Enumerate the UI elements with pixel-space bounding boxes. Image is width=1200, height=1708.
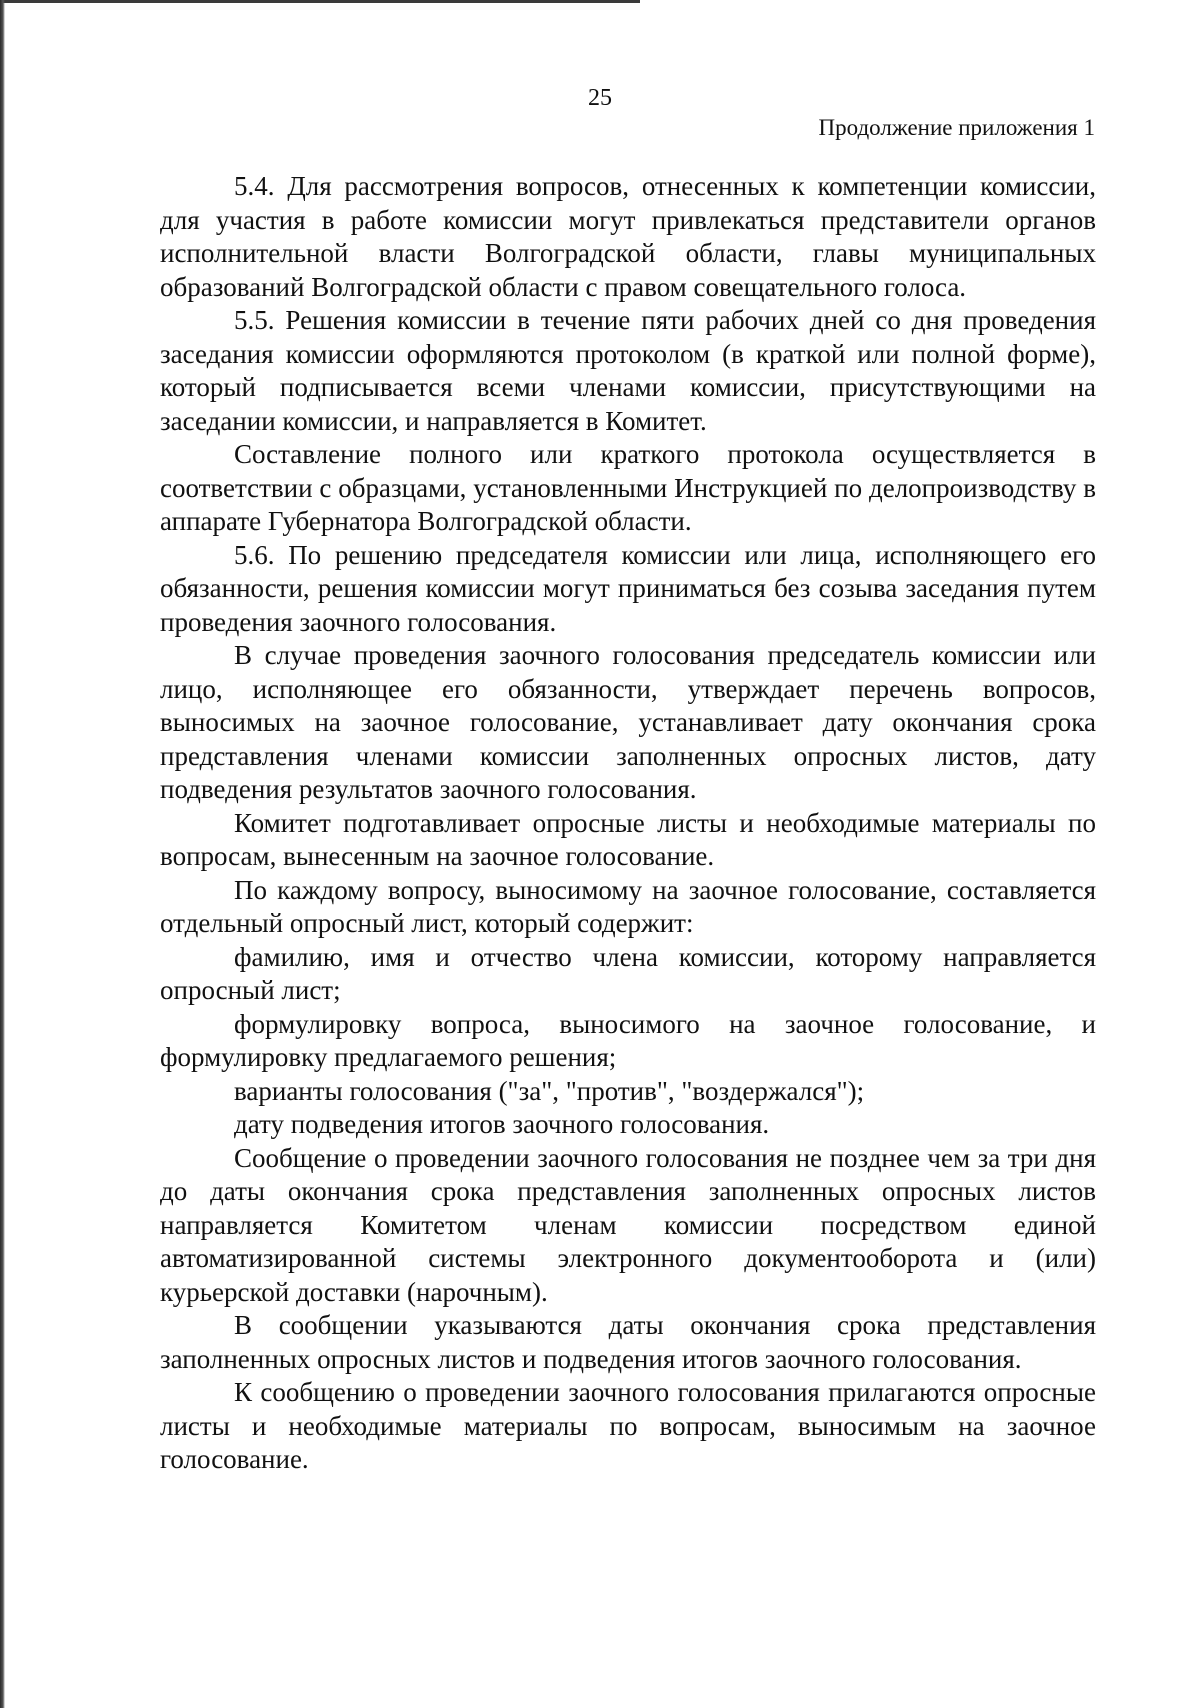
paragraph-notification: Сообщение о проведении заочного голосования не позднее чем за три дня до даты окончания срока представления заполненных опросных листов направляется Комитетом членам комиссии посредством единой автоматизированной системы электронного документооборота и (или) курьерской доставки (нарочным). [160, 1142, 1096, 1307]
paragraph-5-6: 5.6. По решению председателя комиссии или лица, исполняющего его обязанности, решения комиссии могут приниматься без созыва заседания путем проведения заочного голосования. [160, 539, 1096, 637]
document-body [160, 170, 1096, 1477]
appendix-label: Продолжение приложения 1 [818, 115, 1095, 140]
paragraph-committee-prepares: Комитет подготавливает опросные листы и необходимые материалы по вопросам, вынесенным на заочное голосование. [160, 807, 1096, 871]
list-item-member-name: фамилию, имя и отчество члена комиссии, которому направляется опросный лист; [160, 941, 1096, 1005]
list-item-question-wording: формулировку вопроса, выносимого на заочное голосование, и формулировку предлагаемого решения; [160, 1008, 1096, 1072]
paragraph-absentee-vote: В случае проведения заочного голосования председатель комиссии или лицо, исполняющее его обязанности, утверждает перечень вопросов, выносимых на заочное голосование, устанавливает дату окончания срока представления членами комиссии заполненных опросных листов, дату подведения результатов заочного голосования. [160, 640, 1096, 804]
page-number: 25 [588, 85, 612, 111]
paragraph-5-5: 5.5. Решения комиссии в течение пяти рабочих дней со дня проведения заседания комиссии оформляются протоколом (в краткой или полной форме), который подписывается всеми членами комиссии, присутствующими на заседании комиссии, и направляется в Комитет. [160, 305, 1096, 436]
paragraph-attachments: К сообщению о проведении заочного голосования прилагаются опросные листы и необходимые материалы по вопросам, выносимым на заочное голосование. [160, 1377, 1096, 1474]
scan-edge-top [0, 0, 640, 3]
paragraph-protocol: Составление полного или краткого протокола осуществляется в соответствии с образцами, установленными Инструкцией по делопроизводству в аппарате Губернатора Волгоградской области. [160, 439, 1096, 536]
scan-edge-left [0, 0, 5, 1708]
paragraph-ballot-contents: По каждому вопросу, выносимому на заочное голосование, составляется отдельный опросный лист, который содержит: [160, 874, 1096, 938]
list-item-vote-options: варианты голосования ("за", "против", "воздержался"); [234, 1075, 865, 1106]
paragraph-5-4: 5.4. Для рассмотрения вопросов, отнесенных к компетенции комиссии, для участия в работе комиссии могут привлекаться представители органов исполнительной власти Волгоградской области, главы муниципальных образований Волгоградской области с правом совещательного голоса. [160, 171, 1096, 302]
paragraph-notification-dates: В сообщении указываются даты окончания срока представления заполненных опросных листов и подведения итогов заочного голосования. [160, 1310, 1096, 1374]
list-item-results-date: дату подведения итогов заочного голосования. [234, 1109, 770, 1139]
